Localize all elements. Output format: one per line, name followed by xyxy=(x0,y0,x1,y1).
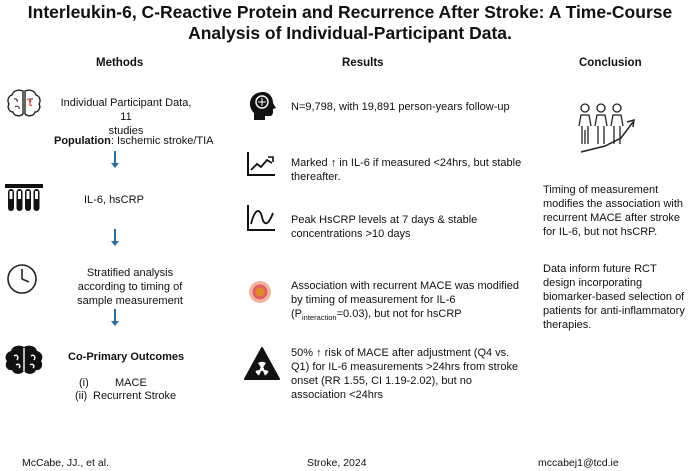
inflammation-icon xyxy=(248,280,272,304)
conclusion-timing-2: modifies the association with xyxy=(543,198,684,210)
outcome-1: MACE xyxy=(115,377,147,389)
conclusion-heading: Conclusion xyxy=(579,57,642,69)
population-value: : Ischemic stroke/TIA xyxy=(110,135,214,147)
methods-heading: Methods xyxy=(96,57,144,69)
stratified-text-2: according to timing of xyxy=(77,281,183,293)
head-brain-icon xyxy=(248,90,278,122)
page-title: Interleukin-6, C-Reactive Protein and Recurrence After Stroke: A Time-Course Analysis of Individual-Participant Data. xyxy=(27,2,673,43)
outcome-1-number: (i) xyxy=(79,377,89,389)
outcome-2-number: (ii) xyxy=(75,390,88,402)
result-risk-il6: 50% ↑ risk of MACE after adjustment (Q4 vs. xyxy=(291,347,510,359)
line-chart-up-icon xyxy=(246,151,276,177)
result-hscrp-peak: Peak HsCRP levels at 7 days & stable xyxy=(291,214,478,226)
stratified-text: Stratified analysis xyxy=(86,267,174,279)
results-heading: Results xyxy=(342,57,384,69)
flow-arrow-1 xyxy=(114,151,116,164)
population-label: Population xyxy=(54,135,111,147)
test-tubes-icon xyxy=(4,182,44,214)
flow-arrow-3 xyxy=(114,309,116,322)
outcomes-title: Co-Primary Outcomes xyxy=(68,351,185,363)
footer-email: mccabej1@tcd.ie xyxy=(538,457,619,469)
result-risk-il6-2: Q1) for IL-6 measurements >24hrs from stroke xyxy=(291,361,519,373)
wave-chart-icon xyxy=(246,204,276,232)
clock-icon xyxy=(6,263,38,295)
population-row xyxy=(54,134,214,148)
conclusion-rct-2: design incorporating xyxy=(543,277,643,289)
conclusion-timing-3: recurrent MACE after stroke xyxy=(543,212,680,224)
hazard-icon xyxy=(243,346,281,382)
result-hscrp-peak-2: concentrations >10 days xyxy=(291,228,411,240)
footer-journal: Stroke, 2024 xyxy=(307,457,367,469)
brain-outline-icon xyxy=(6,88,42,118)
conclusion-rct-3: biomarker-based selection of xyxy=(543,291,685,303)
footer-authors: McCabe, JJ., et al. xyxy=(22,457,109,469)
conclusion-rct-5: therapies. xyxy=(543,319,592,331)
result-il6-time-course: Marked ↑ in IL-6 if measured <24hrs, but stable xyxy=(291,157,522,169)
people-growth-icon xyxy=(575,100,639,156)
result-risk-il6-3: onset (RR 1.55, CI 1.19-2.02), but no xyxy=(291,375,472,387)
result-mace-association-2: by timing of measurement for IL-6 xyxy=(291,294,456,306)
biomarkers-text: IL-6, hsCRP xyxy=(84,194,144,206)
result-p-interaction: $(P_{interaction}=0.03)$, but not for hsCRP xyxy=(291,308,462,323)
result-mace-association: Association with recurrent MACE was modified xyxy=(291,280,520,292)
stratified-text-3: sample measurement xyxy=(77,295,183,307)
flow-arrow-2 xyxy=(114,229,116,242)
conclusion-timing-4: for IL-6, but not hsCRP. xyxy=(543,226,658,238)
ipd-text-2: studies xyxy=(108,125,144,137)
result-il6-time-course-2: thereafter. xyxy=(291,171,341,183)
outcome-2: Recurrent Stroke xyxy=(93,390,177,402)
conclusion-rct-4: patients for anti-inflammatory xyxy=(543,305,685,317)
conclusion-timing: Timing of measurement xyxy=(543,184,659,196)
ipd-text: Individual Participant Data, 11 xyxy=(60,97,192,123)
brain-icon xyxy=(4,344,44,376)
result-risk-il6-4: association <24hrs xyxy=(291,389,384,401)
conclusion-rct: Data inform future RCT xyxy=(543,263,657,275)
result-sample-size: N=9,798, with 19,891 person-years follow-up xyxy=(291,101,510,113)
